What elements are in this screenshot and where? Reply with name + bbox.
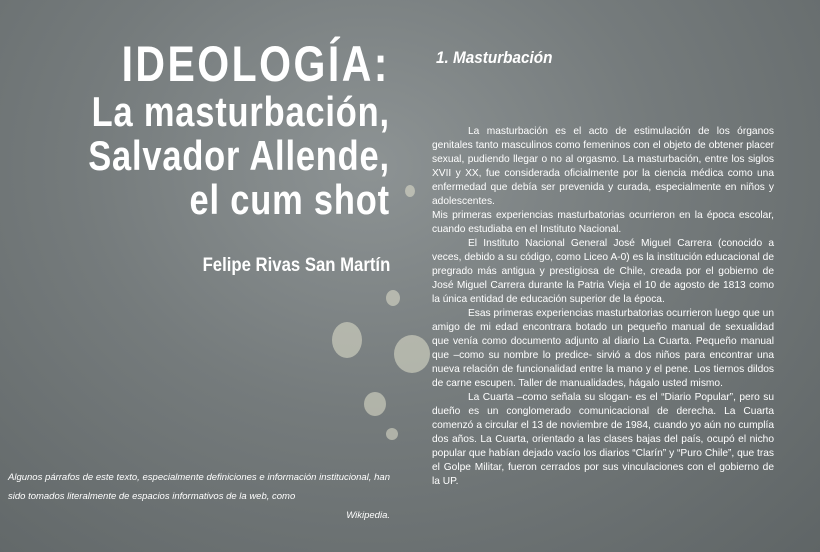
title-main: IDEOLOGÍA: xyxy=(121,36,391,92)
title-line: Salvador Allende, xyxy=(88,132,390,179)
liquid-stain xyxy=(332,322,362,358)
liquid-stain xyxy=(386,428,398,440)
section-heading: 1. Masturbación xyxy=(436,48,553,67)
article-body xyxy=(432,125,774,489)
body-paragraph: La Cuarta –como señala su slogan- es el “Diario Popular”, pero su dueño es un conglomerado comunicacional de derecha. La Cuarta comenzó a circular el 13 de noviembre de 1984, cuando yo aún no cumplía dos años. La Cuarta, orientado a las clases bajas del país, ocupó el nicho popular que habían dejado vacío los diarios “Clarín” y “Puro Chile”, que tras el Golpe Militar, fueron cerrados por sus vinculaciones con el gobierno de la UP. xyxy=(432,392,774,487)
article-title xyxy=(88,38,390,222)
author-name: Felipe Rivas San Martín xyxy=(202,255,390,276)
title-line: La masturbación, xyxy=(91,88,390,135)
body-paragraph: El Instituto Nacional General José Miguel Carrera (conocido a veces, debido a su código, como Liceo A-0) es la institución educacional de pregrado más antigua y prestigiosa de Chile, creada por el gobierno de José Miguel Carrera durante la Patria Vieja el 10 de agosto de 1813 como la única entidad de educación superior de la época. xyxy=(432,238,774,305)
liquid-stain xyxy=(405,185,415,197)
body-paragraph: Esas primeras experiencias masturbatorias ocurrieron luego que un amigo de mi edad encontrara botado un pequeño manual de sexualidad que venía como documento adjunto al diario La Cuarta. Pequeño manual que –como su nombre lo predice- sirvió a dos niños para encontrar una nueva relación de funcionalidad entre la mano y el pene. Los tiernos dildos de carne escupen. Taller de manualidades, hágalo usted mismo. xyxy=(432,308,774,389)
liquid-stain xyxy=(364,392,386,416)
title-line: el cum shot xyxy=(189,176,390,223)
liquid-stain xyxy=(394,335,430,373)
body-paragraph: La masturbación es el acto de estimulación de los órganos genitales tanto masculinos como femeninos con el objeto de obtener placer sexual, pudiendo llegar o no al orgasmo. La masturbación, entre los siglos XVII y XX, fue considerada oficialmente por la ciencia médica como una enfermedad que debía ser prevenida y curada, especialmente en niños y adolescentes. xyxy=(432,126,774,207)
footnote-source: Wikipedia. xyxy=(346,510,390,521)
liquid-stain xyxy=(386,290,400,306)
footnote-text: Algunos párrafos de este texto, especialmente definiciones e información institucional, han sido tomados literalmente de espacios informativos de la web, como xyxy=(8,472,390,502)
footnote xyxy=(8,468,390,525)
body-paragraph: Mis primeras experiencias masturbatorias ocurrieron en la época escolar, cuando estudiaba en el Instituto Nacional. xyxy=(432,210,774,235)
